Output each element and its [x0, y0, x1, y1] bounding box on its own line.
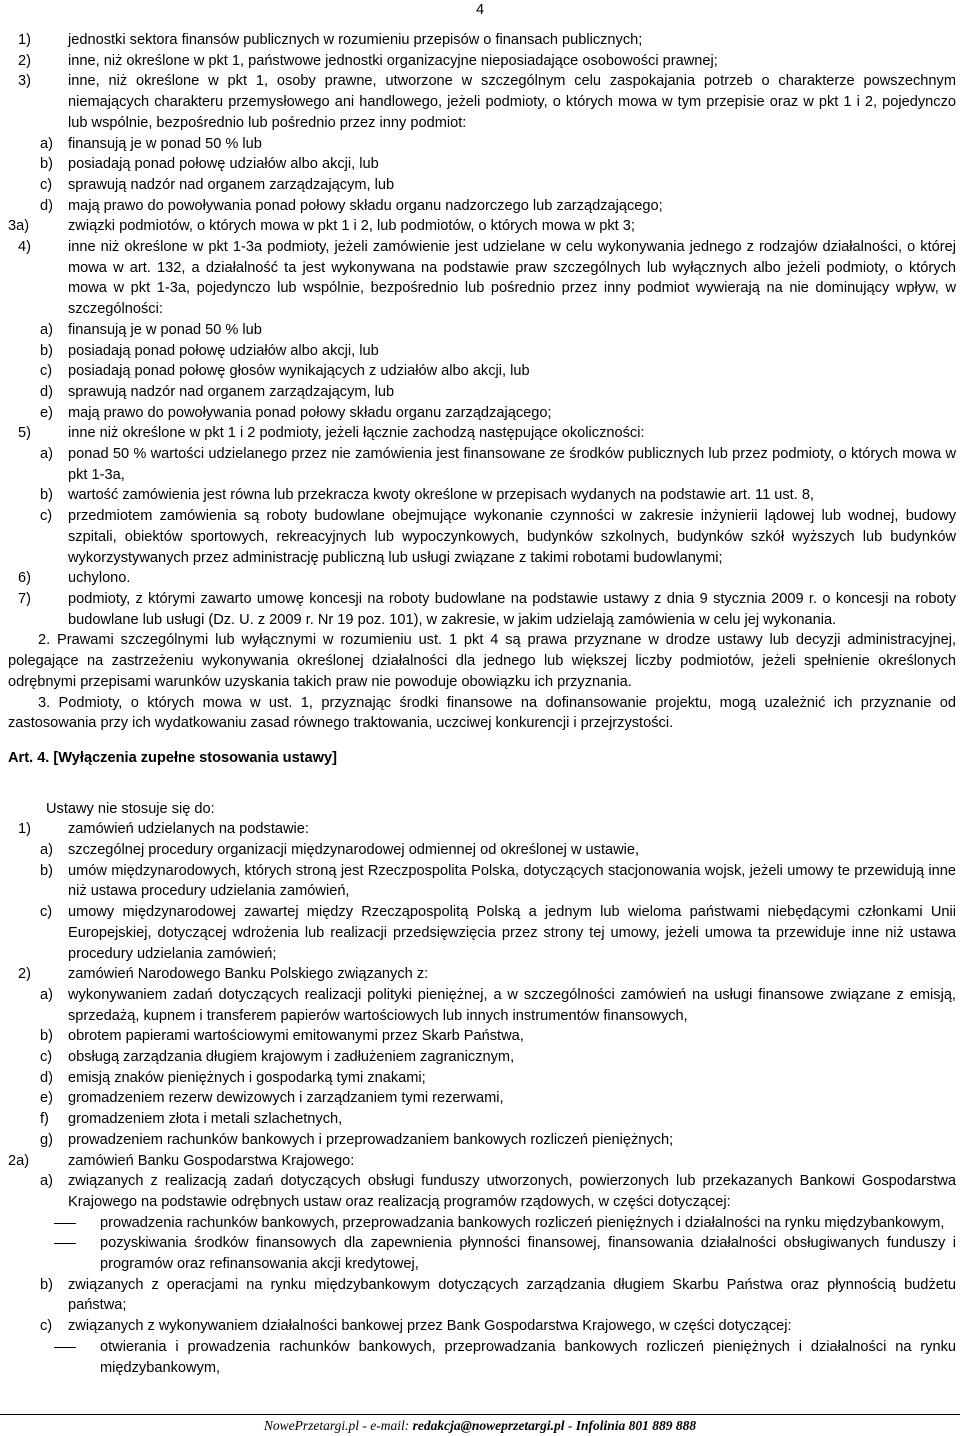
list-item	[8, 30, 956, 51]
list-item	[8, 902, 956, 964]
dash-item	[8, 1213, 956, 1234]
list-item	[8, 840, 956, 861]
list-item	[8, 1088, 956, 1109]
list-item	[8, 341, 956, 362]
list-item	[8, 51, 956, 72]
item-text: jednostki sektora finansów publicznych w rozumieniu przepisów o finansach publicznych;	[68, 32, 643, 48]
article-intro: Ustawy nie stosuje się do:	[46, 800, 215, 817]
item-text: uchylono.	[68, 570, 131, 587]
list-item	[8, 154, 956, 175]
item-text: otwierania i prowadzenia rachunków bankowych, przeprowadzania bankowych rozliczeń pieniężnych i działalności na rynku międzybankowym,	[100, 1338, 956, 1376]
item-label: a)	[40, 986, 53, 1003]
item-text: zamówień Narodowego Banku Polskiego związanych z:	[68, 966, 429, 983]
item-text: sprawują nadzór nad organem zarządzającym, lub	[68, 383, 395, 400]
item-text: podmioty, z którymi zawarto umowę koncesji na roboty budowlane na podstawie ustawy z dnia 9 stycznia 2009 r. o koncesji na roboty budowlane lub usługi (Dz. U. z 2009 r. Nr 19 poz. 101), w zakresie, w jakim udzielają zamówienia w celu jej wykonania.	[68, 590, 956, 628]
item-label: b)	[40, 342, 53, 359]
list-item	[8, 1151, 956, 1172]
list-item	[8, 964, 956, 985]
footer-site: NowePrzetargi.pl - e-mail:	[263, 1418, 413, 1433]
list-item	[8, 196, 956, 217]
item-text: posiadają ponad połowę udziałów albo akcji, lub	[68, 342, 379, 359]
item-text: zamówień Banku Gospodarstwa Krajowego:	[68, 1152, 355, 1169]
list-item	[8, 1109, 956, 1130]
item-label: a)	[40, 842, 53, 859]
item-text: obsługą zarządzania długiem krajowym i zadłużeniem zagranicznym,	[68, 1049, 515, 1066]
item-text: inne, niż określone w pkt 1, osoby prawne, utworzone w szczególnym celu zaspokajania potrzeb o charakterze powszechnym niemających charakteru przemysłowego ani handlowego, jeżeli podmioty, o których mowa w tym przepisie oraz w pkt 1 i 2, pojedynczo lub wspólnie, bezpośrednio lub pośrednio przez inny podmiot:	[68, 73, 956, 131]
item-text: przedmiotem zamówienia są roboty budowlane obejmujące wykonanie czynności w zakresie inżynierii lądowej lub wodnej, budowy szpitali, obiektów sportowych, rekreacyjnych lub wypoczynkowych, budynków szkolnych, budynków szkół wyższych lub budynków wykorzystywanych przez administrację publiczną lub usługi związane z takimi robotami budowlanymi;	[68, 508, 956, 566]
list-item	[8, 216, 956, 237]
item-label: a)	[40, 321, 53, 338]
item-text: pozyskiwania środków finansowych dla zapewnienia płynności finansowej, finansowania działalności obsługiwanych funduszy i programów oraz refinansowania akcji kredytowej,	[100, 1235, 956, 1273]
list-item	[8, 506, 956, 568]
item-text: szczególnej procedury organizacji międzynarodowej odmiennej od określonej w ustawie,	[68, 842, 640, 859]
list-item	[8, 1026, 956, 1047]
item-text: gromadzeniem rezerw dewizowych i zarządzaniem tymi rezerwami,	[68, 1090, 504, 1107]
item-text: wartość zamówienia jest równa lub przekracza kwoty określone w przepisach wydanych na podstawie art. 11 ust. 8,	[68, 487, 814, 504]
item-label: e)	[40, 404, 53, 421]
item-label: d)	[40, 383, 53, 400]
item-label: 3)	[18, 73, 31, 90]
item-label: 2)	[18, 52, 31, 69]
list-item	[8, 1316, 956, 1337]
item-text: związanych z realizacją zadań dotyczących obsługi funduszy utworzonych, powierzonych lub przekazanych Bankowi Gospodarstwa Krajowego na podstawie odrębnych ustaw oraz realizacją programów rządowych, w części dotyczącej:	[68, 1173, 956, 1210]
list-item	[8, 1068, 956, 1089]
list-item	[8, 320, 956, 341]
list-item	[8, 861, 956, 902]
item-label: e)	[40, 1090, 53, 1107]
item-text: inne, niż określone w pkt 1, państwowe jednostki organizacyjne nieposiadające osobowości prawnej;	[68, 52, 718, 69]
item-label: 2)	[18, 966, 31, 983]
footer-email[interactable]: redakcja@noweprzetargi.pl	[412, 1418, 565, 1433]
item-text: posiadają ponad połowę udziałów albo akcji, lub	[68, 156, 379, 173]
paragraph-2: 2. Prawami szczególnymi lub wyłącznymi w rozumieniu ust. 1 pkt 4 są prawa przyznane w drodze ustawy lub decyzji administracyjnej, polegające na zastrzeżeniu wykonywania określonej działalności dla jednego lub większej liczby podmiotów, jeżeli spełnienie określonych odrębnymi przepisami warunków uzyskania takich praw nie powoduje obowiązku ich przyznania.	[8, 632, 956, 690]
item-label: b)	[40, 1028, 53, 1045]
item-label: a)	[40, 446, 53, 463]
item-text: związki podmiotów, o których mowa w pkt 1 i 2, lub podmiotów, o których mowa w pkt 3;	[68, 218, 635, 235]
dash-item	[8, 1337, 956, 1378]
item-label: 3a)	[8, 218, 30, 235]
list-item	[8, 985, 956, 1026]
item-text: inne niż określone w pkt 1-3a podmioty, jeżeli zamówienie jest udzielane w celu wykonywania jednego z rodzajów działalności, o której mowa w art. 132, a działalność ta jest wykonywana na podstawie praw szczególnych lub wyłącznych albo jeżeli podmioty, o których mowa w pkt 1-3a, pojedynczo lub wspólnie, bezpośrednio lub pośrednio przez inny podmiot wywierają na nie dominujący wpływ, w szczególności:	[68, 239, 956, 318]
footer-phone: Infolinia 801 889 888	[575, 1418, 697, 1433]
list-item	[8, 444, 956, 485]
item-text: ponad 50 % wartości udzielanego przez nie zamówienia jest finansowane ze środków publicznych lub przez podmioty, o których mowa w pkt 1-3a,	[68, 446, 956, 483]
dash-item	[8, 1233, 956, 1274]
list-item	[8, 237, 956, 320]
item-text: emisją znaków pieniężnych i gospodarką tymi znakami;	[68, 1069, 426, 1086]
item-label: a)	[40, 1173, 53, 1190]
list-item	[8, 403, 956, 424]
document-body	[8, 30, 956, 1378]
list-item	[8, 485, 956, 506]
dash-marker	[54, 1347, 76, 1348]
list-item	[8, 589, 956, 630]
item-text: związanych z wykonywaniem działalności bankowej przez Bank Gospodarstwa Krajowego, w części dotyczącej:	[68, 1318, 792, 1335]
item-label: b)	[40, 487, 53, 504]
list-item	[8, 382, 956, 403]
item-label: 5)	[18, 425, 31, 442]
item-label: c)	[40, 176, 53, 193]
list-item	[8, 1171, 956, 1212]
item-label: b)	[40, 862, 53, 879]
footer-separator: -	[564, 1418, 576, 1433]
item-label: b)	[40, 1276, 53, 1293]
item-text: mają prawo do powoływania ponad połowy składu organu nadzorczego lub zarządzającego;	[68, 197, 663, 214]
item-text: związanych z operacjami na rynku międzybankowym dotyczących zarządzania długiem Skarbu Państwa oraz płynnością budżetu państwa;	[68, 1276, 956, 1314]
item-text: umów międzynarodowych, których stroną jest Rzeczpospolita Polska, dotyczących stacjonowania wojsk, jeżeli umowy te przewidują inne niż ustawa procedury udzielania zamówień,	[68, 862, 956, 900]
item-text: prowadzeniem rachunków bankowych i przeprowadzaniem bankowych rozliczeń pieniężnych;	[68, 1131, 674, 1148]
item-label: d)	[40, 1069, 53, 1086]
list-item	[8, 134, 956, 155]
item-label: 1)	[18, 821, 31, 838]
item-text: prowadzenia rachunków bankowych, przeprowadzania bankowych rozliczeń pieniężnych i działalności na rynku międzybankowym,	[100, 1214, 945, 1231]
item-label: 1)	[18, 32, 31, 48]
item-label: a)	[40, 135, 53, 152]
dash-marker	[54, 1243, 76, 1244]
exclusion-list	[8, 819, 956, 1378]
item-label: g)	[40, 1131, 53, 1148]
item-text: finansują je w ponad 50 % lub	[68, 321, 262, 338]
list-item	[8, 361, 956, 382]
item-text: finansują je w ponad 50 % lub	[68, 135, 262, 152]
entity-list	[8, 30, 956, 630]
item-label: c)	[40, 363, 53, 380]
paragraph-3: 3. Podmioty, o których mowa w ust. 1, przyznając środki finansowe na dofinansowanie projektu, mogą uzależnić ich przyznanie od zastosowania przy ich wydatkowaniu zasad równego traktowania, uczciwej konkurencji i przejrzystości.	[8, 694, 956, 732]
page-number: 4	[475, 2, 485, 18]
item-text: zamówień udzielanych na podstawie:	[68, 821, 309, 838]
item-label: f)	[40, 1111, 49, 1128]
item-text: mają prawo do powoływania ponad połowy składu organu zarządzającego;	[68, 404, 552, 421]
footer	[0, 1418, 960, 1434]
item-label: 2a)	[8, 1152, 30, 1169]
item-label: c)	[40, 1049, 53, 1066]
item-label: c)	[40, 508, 53, 525]
list-item	[8, 1130, 956, 1151]
list-item	[8, 423, 956, 444]
list-item	[8, 175, 956, 196]
list-item	[8, 819, 956, 840]
list-item	[8, 568, 956, 589]
list-item	[8, 1275, 956, 1316]
article-heading: Art. 4. [Wyłączenia zupełne stosowania ustawy]	[8, 749, 337, 766]
item-label: 7)	[18, 590, 31, 607]
item-text: wykonywaniem zadań dotyczących realizacji polityki pieniężnej, a w szczególności zamówień na usługi finansowe związane z emisją, sprzedażą, kupnem i transferem papierów wartościowych lub innych instrumentów finansowych,	[68, 986, 956, 1024]
item-text: obrotem papierami wartościowymi emitowanymi przez Skarb Państwa,	[68, 1028, 524, 1045]
item-text: umowy międzynarodowej zawartej między Rzecząpospolitą Polską a jednym lub wieloma państwami niebędącymi członkami Unii Europejskiej, dotyczącej wdrożenia lub realizacji przedsięwzięcia przez strony tej umowy, jeżeli umowa ta przewiduje inne niż ustawa procedury udzielania zamówień;	[68, 904, 956, 962]
item-label: c)	[40, 1318, 53, 1335]
item-text: inne niż określone w pkt 1 i 2 podmioty, jeżeli łącznie zachodzą następujące okoliczności:	[68, 425, 645, 442]
item-text: posiadają ponad połowę głosów wynikających z udziałów albo akcji, lub	[68, 363, 530, 380]
footer-divider	[0, 1414, 960, 1415]
list-item	[8, 71, 956, 133]
item-label: c)	[40, 904, 53, 921]
item-label: 6)	[18, 570, 31, 587]
item-label: d)	[40, 197, 53, 214]
item-label: 4)	[18, 239, 31, 256]
list-item	[8, 1047, 956, 1068]
item-label: b)	[40, 156, 53, 173]
dash-marker	[54, 1223, 76, 1224]
item-text: gromadzeniem złota i metali szlachetnych,	[68, 1111, 343, 1128]
item-text: sprawują nadzór nad organem zarządzającym, lub	[68, 176, 395, 193]
